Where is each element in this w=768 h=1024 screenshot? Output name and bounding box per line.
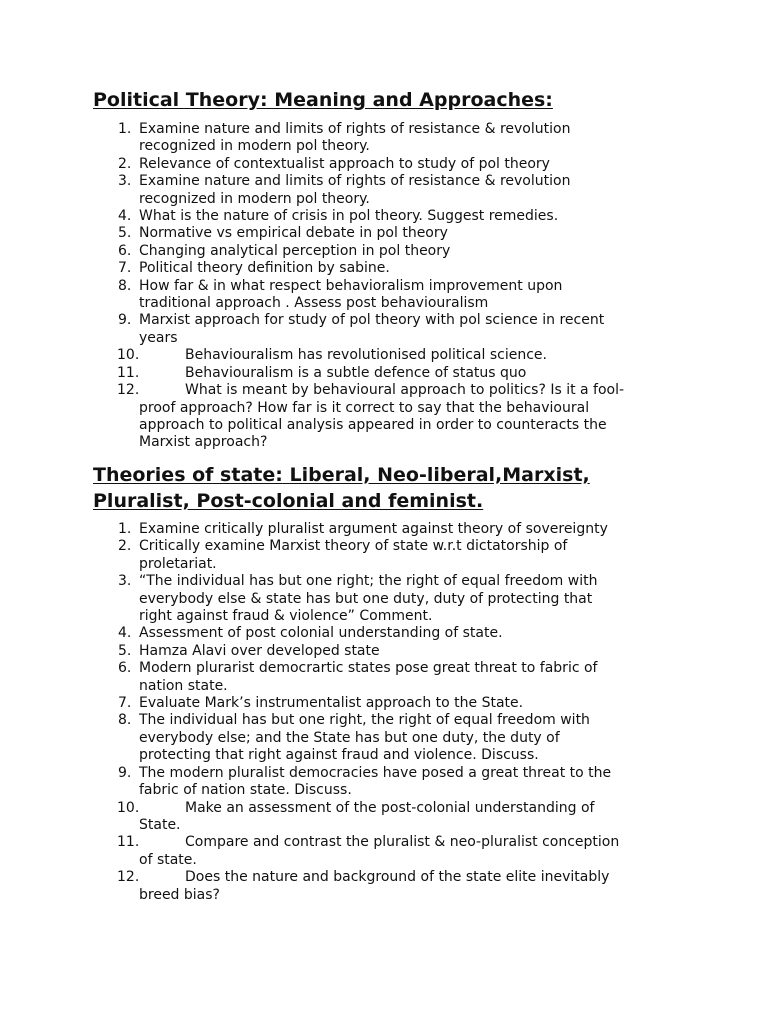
item-text-line: proletariat. <box>139 555 217 572</box>
item-text-line: Changing analytical perception in pol theory <box>139 242 451 259</box>
item-text-line: Marxist approach? <box>139 434 268 451</box>
item-text-line: recognized in modern pol theory. <box>139 138 370 155</box>
list-item <box>0 712 690 764</box>
item-number: 11. <box>117 364 140 381</box>
item-text-line: Behaviouralism is a subtle defence of status quo <box>185 364 527 381</box>
item-number: 10. <box>117 347 140 364</box>
item-text-line: Evaluate Mark’s instrumentalist approach to the State. <box>139 695 524 712</box>
item-number: 8. <box>118 712 132 729</box>
item-text-line: “The individual has but one right; the right of equal freedom with <box>139 573 598 590</box>
item-number: 5. <box>118 225 132 242</box>
list-item <box>0 765 690 800</box>
item-text-line: everybody else & state has but one duty, duty of protecting that <box>139 590 593 607</box>
item-number: 7. <box>118 695 132 712</box>
item-number: 10. <box>117 799 140 816</box>
item-number: 3. <box>118 573 132 590</box>
item-number: 3. <box>118 173 132 190</box>
item-text-line: Normative vs empirical debate in pol theory <box>139 225 448 242</box>
item-text-line: everybody else; and the State has but one duty, the duty of <box>139 729 560 746</box>
item-number: 5. <box>118 642 132 659</box>
item-text-line: Examine nature and limits of rights of resistance & revolution <box>139 173 571 190</box>
list-item <box>0 695 690 712</box>
list-item <box>0 278 690 313</box>
item-text-line: proof approach? How far is it correct to say that the behavioural <box>139 399 590 416</box>
item-text-line: fabric of nation state. Discuss. <box>139 782 352 799</box>
item-number: 11. <box>117 834 140 851</box>
item-text-line: State. <box>139 816 181 833</box>
heading-lead: Theories of state: <box>93 464 283 486</box>
item-number: 8. <box>118 277 132 294</box>
item-text-line: traditional approach . Assess post behaviouralism <box>139 295 489 312</box>
item-number: 2. <box>118 538 132 555</box>
section-heading-theories-of-state-line2: Pluralist, Post-colonial and feminist. <box>93 490 484 512</box>
item-text-line: right against fraud & violence” Comment. <box>139 608 433 625</box>
item-text-line: Critically examine Marxist theory of state w.r.t dictatorship of <box>139 538 568 555</box>
list-item <box>0 869 690 904</box>
list-item <box>0 312 690 347</box>
item-text-line: Behaviouralism has revolutionised political science. <box>185 347 547 364</box>
item-text-line: Hamza Alavi over developed state <box>139 642 380 659</box>
item-number: 12. <box>117 869 140 886</box>
list-item <box>0 365 690 382</box>
list-item <box>0 643 690 660</box>
item-text-line: What is the nature of crisis in pol theory. Suggest remedies. <box>139 208 559 225</box>
list-item <box>0 573 690 625</box>
item-text-line: recognized in modern pol theory. <box>139 190 370 207</box>
list-item <box>0 834 690 869</box>
item-text-line: Does the nature and background of the state elite inevitably <box>185 869 610 886</box>
item-text-line: Make an assessment of the post-colonial understanding of <box>185 799 595 816</box>
list-item <box>0 625 690 642</box>
item-number: 2. <box>118 155 132 172</box>
item-text-line: years <box>139 329 178 346</box>
item-text-line: Examine nature and limits of rights of resistance & revolution <box>139 121 571 137</box>
list-item <box>0 156 690 173</box>
question-list-theories-of-state <box>0 521 690 904</box>
list-item <box>0 121 690 156</box>
list-item <box>0 208 690 225</box>
question-list-political-theory <box>0 121 690 452</box>
item-text-line: Relevance of contextualist approach to study of pol theory <box>139 155 550 172</box>
item-number: 7. <box>118 260 132 277</box>
item-number: 9. <box>118 764 132 781</box>
list-item <box>0 173 690 208</box>
list-item <box>0 521 690 538</box>
list-item <box>0 538 690 573</box>
item-number: 12. <box>117 382 140 399</box>
item-text-line: of state. <box>139 851 197 868</box>
item-number: 1. <box>118 521 132 537</box>
item-text-line: The individual has but one right, the right of equal freedom with <box>139 712 590 729</box>
list-item <box>0 382 690 452</box>
item-text-line: Marxist approach for study of pol theory with pol science in recent <box>139 312 605 329</box>
item-text-line: Modern plurarist democrartic states pose great threat to fabric of <box>139 660 598 677</box>
item-text-line: Assessment of post colonial understanding of state. <box>139 625 503 642</box>
item-number: 6. <box>118 660 132 677</box>
heading-rest: Liberal, Neo-liberal,Marxist, <box>289 464 590 486</box>
list-item <box>0 225 690 242</box>
item-text-line: What is meant by behavioural approach to politics? Is it a fool- <box>185 382 625 399</box>
item-number: 4. <box>118 625 132 642</box>
item-text-line: nation state. <box>139 677 228 694</box>
item-text-line: Examine critically pluralist argument against theory of sovereignty <box>139 521 608 537</box>
item-text-line: The modern pluralist democracies have posed a great threat to the <box>139 764 612 781</box>
item-text-line: Compare and contrast the pluralist & neo-pluralist conception <box>185 834 620 851</box>
item-number: 4. <box>118 208 132 225</box>
item-text-line: protecting that right against fraud and violence. Discuss. <box>139 747 539 764</box>
section-heading-political-theory: Political Theory: Meaning and Approaches: <box>93 89 553 111</box>
list-item <box>0 243 690 260</box>
item-text-line: Political theory definition by sabine. <box>139 260 390 277</box>
list-item <box>0 800 690 835</box>
list-item <box>0 260 690 277</box>
list-item <box>0 660 690 695</box>
section-heading-theories-of-state <box>93 462 590 488</box>
item-number: 1. <box>118 121 132 137</box>
item-number: 9. <box>118 312 132 329</box>
item-text-line: How far & in what respect behavioralism improvement upon <box>139 277 563 294</box>
list-item <box>0 347 690 364</box>
item-text-line: approach to political analysis appeared in order to counteracts the <box>139 416 607 433</box>
item-number: 6. <box>118 242 132 259</box>
item-text-line: breed bias? <box>139 886 220 903</box>
